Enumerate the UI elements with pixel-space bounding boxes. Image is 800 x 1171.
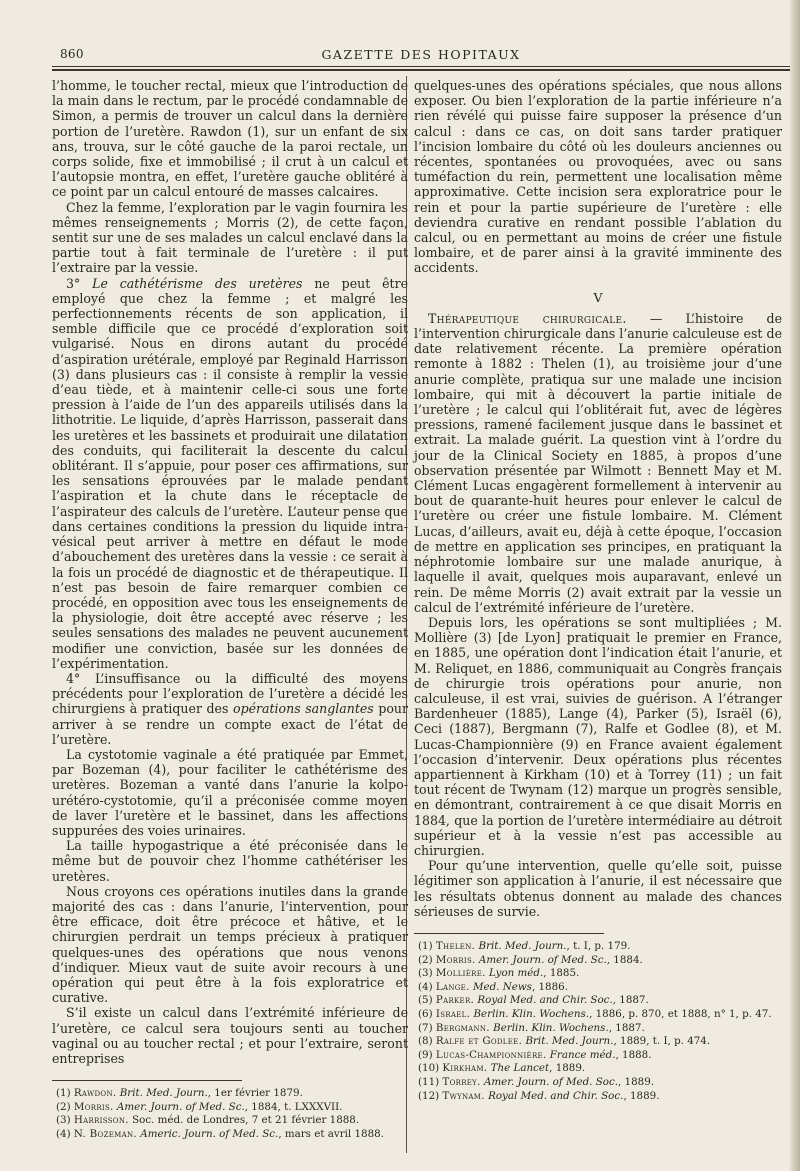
page-number: 860: [60, 47, 84, 61]
paragraph: [52, 671, 408, 747]
footnote: (6) Israel. Berlin. Klin. Wochens., 1886, p. 870, et 1888, n° 1, p. 47.: [418, 1007, 772, 1020]
left-column: [52, 78, 408, 1142]
paragraph: Depuis lors, les opérations se sont multipliées ; M. Mollière (3) [de Lyon] pratiquait le premier en France, en 1885, une opération dont l’indication était l’anurie, et M. Reliquet, en 1886, communiquait au Congrès français de chirurgie trois opérations pour anurie, non calculeuse, il est vrai, suivies de guérison. A l’étranger Bardenheuer (1885), Lange (4), Parker (5), Israël (6), Ceci (1887), Bergmann (7), Ralfe et Godlee (8), et M. Lucas-Championnière (9) en France avaient également l’occasion d’intervenir. Deux opérations plus récentes appartiennent à Kirkham (10) et à Torrey (11) ; un fait tout récent de Twynam (12) marque un progrès sensible, en démontrant, contrairement à ce que disait Morris en 1884, que la portion de l’uretère intermédiaire au détroit supérieur et à la vessie n’est pas accessible au chirurgien.: [414, 614, 782, 858]
footnote: (4) N. Bozeman. Americ. Journ. of Med. Sc., mars et avril 1888.: [56, 1127, 384, 1140]
footnote: (12) Twynam. Royal Med. and Chir. Soc., 1889.: [418, 1089, 660, 1102]
page-header: [52, 44, 790, 66]
paragraph-text: pour arriver à se rendre un compte exact de l’état de l’uretère.: [52, 701, 408, 747]
paragraph: l’homme, le toucher rectal, mieux que l’introduction de la main dans le rectum, par le procédé condamnable de Simon, a permis de trouver un calcul dans la dernière portion de l’uretère. Rawdon (1), sur un enfant de six ans, trouva, sur le côté gauche de la paroi rectale, un corps solide, fixe et immobilisé ; il crut à un calcul et l’autopsie montra, en effet, l’uretère gauche oblitéré à ce point par un calcul entouré de masses calcaires.: [52, 78, 408, 200]
footnotes: [52, 1087, 408, 1141]
paragraph: La taille hypogastrique a été préconisée dans le même but de pouvoir chez l’homme cathétériser les uretères.: [52, 838, 408, 884]
paragraph: Pour qu’une intervention, quelle qu’elle soit, puisse légitimer son application à l’anurie, il est nécessaire que les résultats obtenus donnent au malade des chances sérieuses de survie.: [414, 858, 782, 919]
footnote: (1) Thelen. Brit. Med. Journ., t. I, p. 179.: [418, 939, 631, 952]
page-edge-shadow: [790, 0, 800, 1171]
footnotes-rule: [52, 1080, 242, 1081]
footnote: (3) Harrisson. Soc. méd. de Londres, 7 et 21 février 1888.: [56, 1114, 360, 1127]
paragraph-text: — L’histoire de l’intervention chirurgicale dans l’anurie calculeuse est de date relativement récente. La première opération remonte à 1882 : Thelen (1), au troisième jour d’une anurie complète, pratiqua sur une malade une incision lombaire, qui mit à découvert la partie initiale de l’uretère ; le calcul qui l’oblitérait fut, avec de légères pressions, ramené facilement jusque dans le bassinet et extrait. La malade guérit. La question vint à l’ordre du jour de la Clinical Society en 1885, à propos d’une observation présentée par Wilmott : Bennett May et M. Clément Lucas engagèrent formellement à intervenir au bout de quarante-huit heures pour enlever le calcul de l’uretère ou créer une fistule lombaire. M. Clément Lucas, d’ailleurs, avait eu, déjà à cette époque, l’occasion de mettre en application ses principes, en pratiquant la néphrotomie lombaire sur une malade anurique, à laquelle il avait, quelques mois auparavant, enlevé un rein. De même Morris (2) avait extrait par la vessie un calcul de l’extrémité inférieure de l’uretère.: [414, 310, 782, 615]
paragraph: La cystotomie vaginale a été pratiquée par Emmet, par Bozeman (4), pour faciliter le cathétérisme des uretères. Bozeman a vanté dans l’anurie la kolpo-urétéro-cystotomie, qu’il a préconisée comme moyen de laver l’uretère et le bassinet, dans les affections suppurées des voies urinaires.: [52, 746, 408, 838]
journal-title: GAZETTE DES HOPITAUX: [321, 47, 521, 62]
footnote: (5) Parker. Royal Med. and Chir. Soc., 1887.: [418, 994, 649, 1007]
footnote: (8) Ralfe et Godlee. Brit. Med. Journ., 1889, t. I, p. 474.: [418, 1035, 711, 1048]
header-rule-thick: [52, 69, 790, 71]
header-rule: [52, 66, 790, 67]
footnote: (11) Torrey. Amer. Journ. of Med. Soc., 1889.: [418, 1075, 655, 1088]
footnote: (2) Morris. Amer. Journ. of Med. Sc., 1884, t. LXXXVII.: [56, 1100, 343, 1113]
footnotes: [414, 940, 782, 1103]
section-numeral: V: [593, 289, 603, 305]
footnote: (7) Bergmann. Berlin. Klin. Wochens., 1887.: [418, 1021, 645, 1034]
footnote: (2) Morris. Amer. Journ. of Med. Sc., 1884.: [418, 953, 643, 966]
right-column: [414, 78, 782, 1103]
emphasis: Le cathétérisme des uretères: [92, 275, 303, 291]
paragraph: Nous croyons ces opérations inutiles dans la grande majorité des cas : dans l’anurie, l’intervention, pour être efficace, doit être précoce et hâtive, et le chirurgien perdrait un temps précieux à pratiquer quelques-unes des opérations que nous venons d’indiquer. Mieux vaut de suite avoir recours à une opération qui peut être à la fois exploratrice et curative.: [52, 883, 408, 1006]
emphasis: opérations sanglantes: [233, 701, 374, 717]
paragraph: [52, 276, 408, 671]
footnote: (10) Kirkham. The Lancet, 1889.: [418, 1062, 586, 1075]
section-title: Thérapeutique chirurgicale.: [428, 310, 627, 326]
item-number: 3°: [66, 275, 81, 291]
footnote: (4) Lange. Med. News, 1886.: [418, 980, 568, 993]
paragraph-text: ne peut être employé que chez la femme ; et malgré les perfectionnements récents de son application, il semble difficile que ce procédé d’exploration soit vulgarisé. Nous en dirons autant du procédé d’aspiration urétérale, employé par Reginald Harrisson (3) dans plusieurs cas : il consiste à remplir la vessie d’eau tiède, et à maintenir celle-ci sous une forte pression à l’aide de l’un des appareils utilisés dans la lithotritie. Le liquide, d’après Harrisson, passerait dans les uretères et les bassinets et produirait une dilatation des conduits, qui faciliterait la descente du calcul oblitérant. Il s’appuie, pour poser ces affirmations, sur les sensations éprouvées par le malade pendant l’aspiration et la chute dans le réceptacle de l’aspirateur des calculs de l’uretère. L’auteur pense que dans certaines conditions la pression du liquide intra-vésical peut arriver à mettre en défaut le mode d’abouchement des uretères dans la vessie : ce serait à la fois un procédé de diagnostic et de thérapeutique. Il n’est pas besoin de faire remarquer combien ce procédé, en opposition avec tous les enseignements de la physiologie, doit être accepté avec réserve ; les seules sensations des malades ne peuvent aucunement modifier une conviction, basée sur les données de l’expérimentation.: [52, 275, 408, 671]
paragraph: [414, 311, 782, 615]
paragraph-text: 4° L’insuffisance ou la difficulté des moyens précédents pour l’exploration de l’uretère a décidé les chirurgiens à pratiquer des: [52, 670, 408, 717]
footnote: (1) Rawdon. Brit. Med. Journ., 1er février 1879.: [56, 1087, 303, 1100]
paragraph: quelques-unes des opérations spéciales, que nous allons exposer. Ou bien l’exploration de la partie inférieure n’a rien révélé qui puisse faire supposer la présence d’un calcul : dans ce cas, on doit sans tarder pratiquer l’incision lombaire du côté où les douleurs anciennes ou récentes, spontanées ou provoquées, avec ou sans tuméfaction du rein, permettent une localisation même approximative. Cette incision sera exploratrice pour le rein et pour la partie supérieure de l’uretère : elle deviendra curative en rendant possible l’ablation du calcul, ou en permettant au moins de créer une fistule lombaire, et de parer ainsi à la gravité imminente des accidents.: [414, 78, 782, 276]
footnote: (9) Lucas-Championnière. France méd., 1888.: [418, 1048, 652, 1061]
paragraph: S’il existe un calcul dans l’extrémité inférieure de l’uretère, ce calcul sera toujours senti au toucher vaginal ou au toucher rectal ; et pour l’extraire, seront entreprises: [52, 1005, 408, 1066]
paragraph: Chez la femme, l’exploration par le vagin fournira les mêmes renseignements ; Morris (2), de cette façon, sentit sur une de ses malades un calcul enclavé dans la partie tout à fait terminale de l’uretère : il put l’extraire par la vessie.: [52, 199, 408, 276]
footnote: (3) Mollière. Lyon méd., 1885.: [418, 967, 580, 980]
footnotes-rule: [414, 933, 604, 934]
